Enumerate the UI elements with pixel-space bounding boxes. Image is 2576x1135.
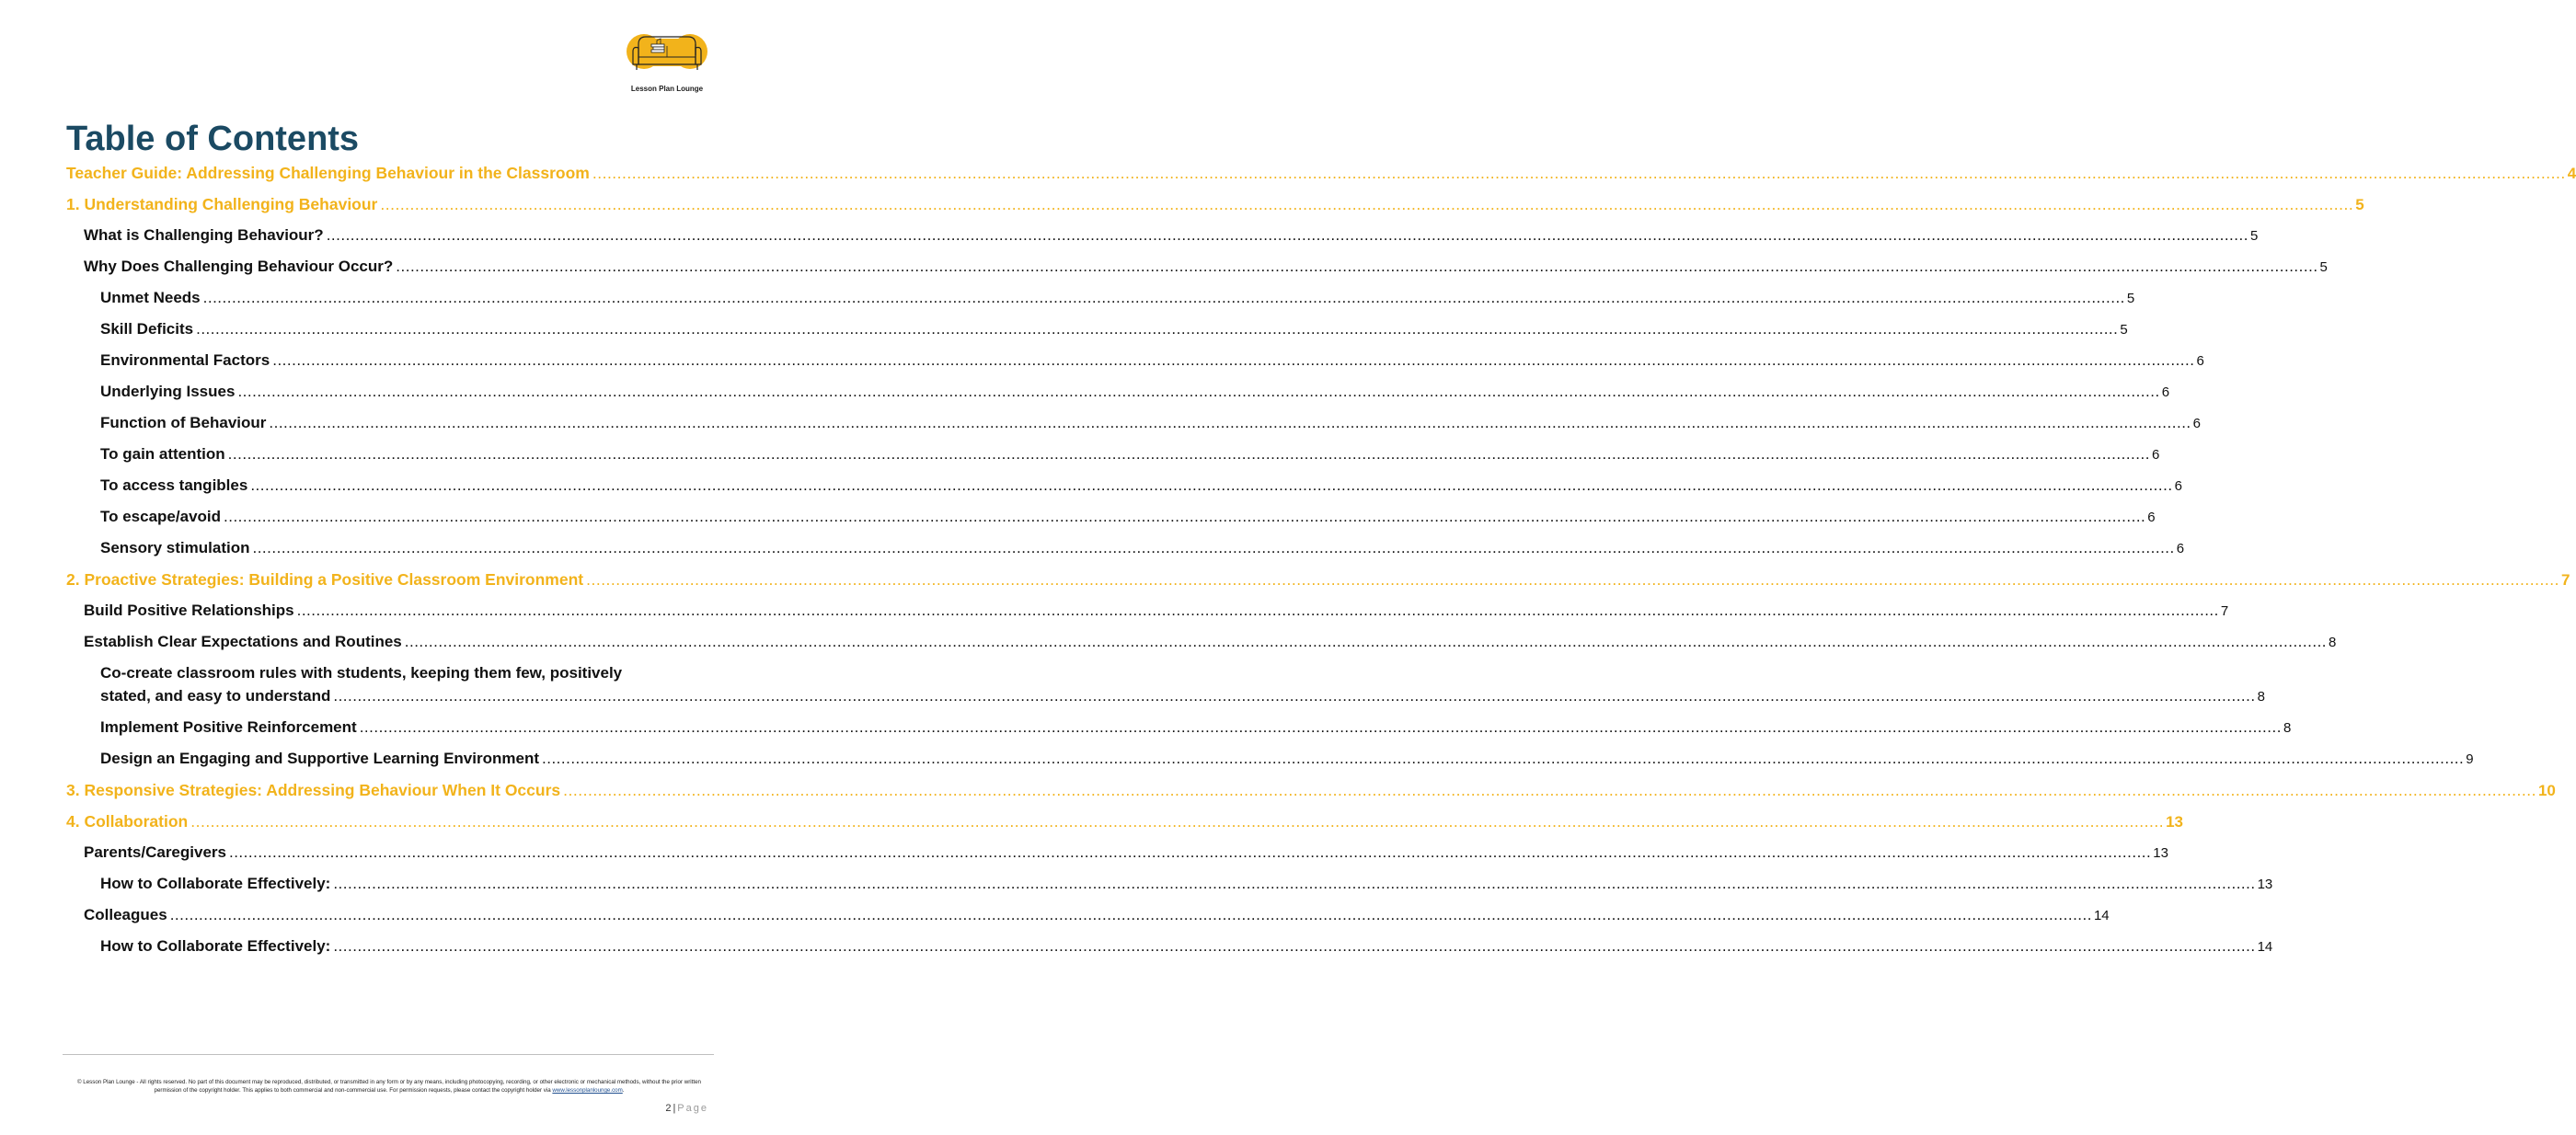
toc-entry-label: Teacher Guide: Addressing Challenging Behaviour in the Classroom — [66, 164, 590, 182]
toc-entry-page: 6 — [2174, 478, 2182, 494]
toc-entry-label: 4. Collaboration — [66, 812, 189, 831]
toc-entry[interactable] — [100, 937, 2273, 957]
toc-leader-dots: ................................................................................................................................................................................................................................................................................................................................................................................................................ — [563, 781, 2536, 799]
toc-leader-dots: ................................................................................................................................................................................................................................................................................................................................................................................................................ — [333, 937, 2256, 955]
toc-entry-page: 7 — [2220, 603, 2229, 619]
toc-entry-page: 6 — [2196, 353, 2204, 369]
toc-entry[interactable] — [66, 195, 2364, 214]
toc-leader-dots: ................................................................................................................................................................................................................................................................................................................................................................................................................ — [228, 843, 2152, 861]
toc-entry-page: 7 — [2560, 571, 2570, 589]
toc-leader-dots: ................................................................................................................................................................................................................................................................................................................................................................................................................ — [196, 320, 2119, 338]
toc-entry-label: Why Does Challenging Behaviour Occur? — [84, 258, 394, 275]
toc-leader-dots: ................................................................................................................................................................................................................................................................................................................................................................................................................ — [227, 445, 2150, 463]
toc-entry-label: Co-create classroom rules with students, keeping them few, positively — [100, 664, 623, 682]
toc-entry-label: 1. Understanding Challenging Behaviour — [66, 195, 378, 213]
toc-entry-label: Establish Clear Expectations and Routines — [84, 633, 402, 650]
toc-entry-page: 10 — [2537, 782, 2556, 799]
toc-entry[interactable] — [100, 875, 2273, 894]
toc-entry[interactable] — [66, 570, 2570, 590]
toc-entry[interactable] — [84, 633, 2337, 652]
toc-leader-dots: ................................................................................................................................................................................................................................................................................................................................................................................................................ — [404, 633, 2328, 650]
toc-entry[interactable] — [100, 476, 2182, 496]
toc-leader-dots: ................................................................................................................................................................................................................................................................................................................................................................................................................ — [237, 383, 2160, 400]
toc-entry[interactable] — [100, 508, 2156, 527]
toc-leader-dots: ................................................................................................................................................................................................................................................................................................................................................................................................................ — [296, 602, 2219, 619]
toc-entry-label: Build Positive Relationships — [84, 602, 294, 619]
toc-leader-dots: ................................................................................................................................................................................................................................................................................................................................................................................................................ — [359, 718, 2282, 736]
toc-entry-label: To gain attention — [100, 445, 225, 463]
toc-entry-page: 4 — [2567, 165, 2576, 182]
logo-text: Lesson Plan Lounge — [630, 85, 704, 93]
toc-leader-dots: ................................................................................................................................................................................................................................................................................................................................................................................................................ — [380, 195, 2354, 213]
toc-entry-page: 13 — [2153, 845, 2168, 861]
toc-entry-page: 14 — [2093, 908, 2110, 923]
toc-leader-dots: ................................................................................................................................................................................................................................................................................................................................................................................................................ — [169, 906, 2092, 923]
toc-entry-label: Colleagues — [84, 906, 167, 923]
toc-leader-dots: ................................................................................................................................................................................................................................................................................................................................................................................................................ — [592, 164, 2566, 182]
toc-leader-dots: ................................................................................................................................................................................................................................................................................................................................................................................................................ — [224, 508, 2146, 525]
toc-leader-dots: ................................................................................................................................................................................................................................................................................................................................................................................................................ — [269, 414, 2191, 431]
toc-entry-label: Function of Behaviour — [100, 414, 267, 431]
toc-leader-dots: ................................................................................................................................................................................................................................................................................................................................................................................................................ — [333, 875, 2256, 892]
toc-leader-dots: ................................................................................................................................................................................................................................................................................................................................................................................................................ — [542, 750, 2465, 767]
toc-entry-label: Parents/Caregivers — [84, 843, 226, 861]
page-number-separator: | — [673, 1103, 678, 1114]
toc-entry-page: 5 — [2319, 259, 2328, 275]
toc-entry-page: 13 — [2257, 877, 2273, 892]
toc-entry-page: 6 — [2161, 384, 2170, 400]
toc-entry[interactable] — [100, 383, 2170, 402]
toc-entry[interactable] — [84, 258, 2328, 277]
toc-entry-label: How to Collaborate Effectively: — [100, 937, 331, 955]
toc-entry-label: 3. Responsive Strategies: Addressing Behaviour When It Occurs — [66, 781, 561, 799]
toc-entry-label: Sensory stimulation — [100, 539, 250, 556]
toc-entry-label: Unmet Needs — [100, 289, 201, 306]
toc-entry-page: 8 — [2283, 720, 2292, 736]
toc-entry[interactable] — [84, 602, 2229, 621]
toc-entry[interactable] — [84, 226, 2259, 246]
toc-entry-page: 5 — [2355, 196, 2364, 213]
toc-entry-page: 6 — [2192, 416, 2201, 431]
toc-entry[interactable] — [100, 664, 2265, 706]
footer-divider — [63, 1054, 714, 1055]
toc-entry-label: Environmental Factors — [100, 351, 270, 369]
website-link[interactable]: www.lessonplanlounge.com — [552, 1087, 623, 1094]
page-number-label: Page — [677, 1103, 708, 1114]
toc-entry-label: Design an Engaging and Supportive Learning Environment — [100, 750, 539, 767]
toc-leader-dots: ................................................................................................................................................................................................................................................................................................................................................................................................................ — [252, 539, 2175, 556]
toc-entry[interactable] — [66, 781, 2556, 800]
toc-entry-label: How to Collaborate Effectively: — [100, 875, 331, 892]
toc-entry[interactable] — [100, 750, 2474, 769]
page-title: Table of Contents — [66, 120, 360, 158]
copyright-text: © Lesson Plan Lounge - All rights reserved. No part of this document may be reproduced, distributed, or transmitted in any form or by any means, including photocopying, recording, or other electronic or mechanical methods, without the prior written permission of the copyright holder. This applies to both commercial and non-commercial use. For permission requests, please contact the copyright holder via — [77, 1079, 701, 1094]
sofa-with-books-icon — [626, 28, 708, 83]
toc-entry[interactable] — [100, 718, 2292, 738]
toc-entry-page: 14 — [2257, 939, 2273, 955]
toc-leader-dots: ................................................................................................................................................................................................................................................................................................................................................................................................................ — [202, 289, 2125, 306]
toc-entry[interactable] — [100, 414, 2201, 433]
toc-leader-dots: ................................................................................................................................................................................................................................................................................................................................................................................................................ — [333, 687, 2256, 705]
toc-entry-label-continued: stated, and easy to understand — [100, 687, 331, 705]
toc-entry-label: To access tangibles — [100, 476, 248, 494]
toc-entry-label: Skill Deficits — [100, 320, 194, 338]
toc-entry-page: 13 — [2166, 813, 2183, 831]
toc-entry-page: 5 — [2249, 228, 2259, 244]
copyright-notice — [72, 1078, 707, 1095]
toc-entry[interactable] — [84, 843, 2168, 863]
toc-entry-label: Implement Positive Reinforcement — [100, 718, 357, 736]
toc-entry-label: What is Challenging Behaviour? — [84, 226, 324, 244]
toc-entry-page: 8 — [2257, 689, 2265, 705]
toc-entry-label: 2. Proactive Strategies: Building a Positive Classroom Environment — [66, 570, 584, 589]
toc-leader-dots: ................................................................................................................................................................................................................................................................................................................................................................................................................ — [190, 812, 2165, 831]
toc-entry-page: 8 — [2329, 635, 2337, 650]
toc-entry-page: 6 — [2147, 510, 2156, 525]
toc-entry[interactable] — [100, 445, 2160, 464]
toc-entry-page: 6 — [2176, 541, 2185, 556]
toc-entry[interactable] — [84, 906, 2110, 925]
toc-entry-label: To escape/avoid — [100, 508, 222, 525]
toc-leader-dots: ................................................................................................................................................................................................................................................................................................................................................................................................................ — [326, 226, 2248, 244]
toc-leader-dots: ................................................................................................................................................................................................................................................................................................................................................................................................................ — [272, 351, 2195, 369]
toc-entry[interactable] — [100, 320, 2128, 339]
toc-entry-label: Underlying Issues — [100, 383, 236, 400]
toc-entry-page: 5 — [2120, 322, 2128, 338]
toc-leader-dots: ................................................................................................................................................................................................................................................................................................................................................................................................................ — [586, 570, 2559, 589]
toc-leader-dots: ................................................................................................................................................................................................................................................................................................................................................................................................................ — [396, 258, 2318, 275]
page-number — [665, 1103, 708, 1114]
toc-entry[interactable] — [100, 539, 2185, 558]
logo — [626, 28, 708, 96]
toc-leader-dots: ................................................................................................................................................................................................................................................................................................................................................................................................................ — [250, 476, 2173, 494]
toc-entry-page: 9 — [2466, 751, 2474, 767]
toc-entry-page: 5 — [2126, 291, 2135, 306]
toc-entry-page: 6 — [2151, 447, 2160, 463]
toc-entry[interactable] — [100, 289, 2135, 308]
toc-entry[interactable] — [100, 351, 2204, 371]
copyright-end: . — [622, 1087, 625, 1094]
toc-entry[interactable] — [66, 164, 2576, 183]
page-number-value: 2 — [665, 1103, 673, 1114]
toc-entry[interactable] — [66, 812, 2183, 831]
